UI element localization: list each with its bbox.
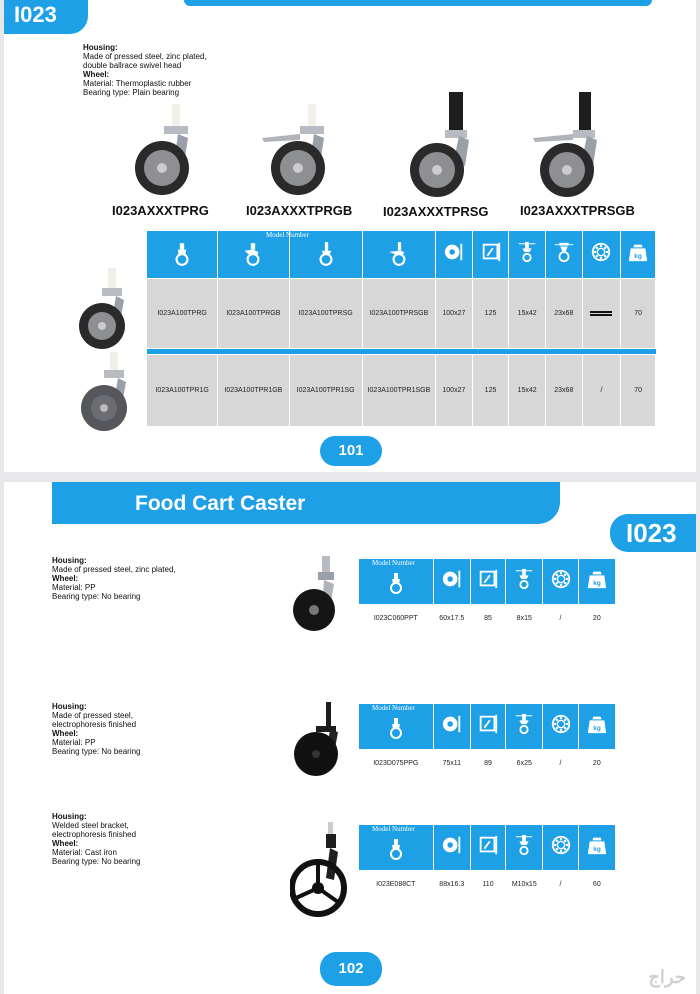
height-icon <box>480 250 502 267</box>
wheel-size-icon <box>441 577 463 594</box>
header-cell <box>506 825 543 871</box>
caster-photo <box>290 822 350 927</box>
swivel-caster-icon <box>384 727 408 744</box>
wheel-line: Bearing type: No bearing <box>52 857 141 866</box>
load-kg-icon <box>586 722 608 739</box>
table-cell: / <box>582 355 621 427</box>
caster-photo-tprgb <box>260 104 335 200</box>
bearing-symbol <box>582 279 621 349</box>
housing-line: double ballrace swivel head <box>83 61 182 70</box>
load-kg-icon <box>586 843 608 860</box>
height-icon <box>477 577 499 594</box>
wheel-line: Bearing type: No bearing <box>52 747 141 756</box>
stem-caster-icon <box>313 254 339 271</box>
table-cell: 110 <box>470 871 505 899</box>
header-band <box>184 0 652 6</box>
header-cell <box>578 559 615 605</box>
table-cell: M10x15 <box>506 871 543 899</box>
spec-block <box>52 702 232 756</box>
table-cell: 88x16.3 <box>433 871 470 899</box>
table-cell: I023A100TPR1SG <box>289 355 362 427</box>
table-cell: 23x68 <box>545 279 582 349</box>
table-row <box>359 605 616 633</box>
wheel-size-icon <box>443 250 465 267</box>
series-badge: I023 <box>610 514 696 552</box>
table-cell: / <box>543 605 578 633</box>
wheel-line: Material: Cast iron <box>52 848 117 857</box>
table-cell: 60 <box>578 871 615 899</box>
bearing-icon <box>590 250 612 267</box>
table-cell: 60x17.5 <box>433 605 470 633</box>
wheel-line: Material: Thermoplastic rubber <box>83 79 192 88</box>
header-cell <box>578 704 615 750</box>
table-cell: 85 <box>470 605 505 633</box>
table-cell: / <box>543 750 578 778</box>
header-caption: Model Number <box>372 704 415 712</box>
table-cell: I023A100TPRG <box>147 279 218 349</box>
header-caption: Model Number <box>372 559 415 567</box>
table-cell: 100x27 <box>436 355 473 427</box>
header-cell <box>433 825 470 871</box>
wheel-line: Material: PP <box>52 583 96 592</box>
svg-text:kg: kg <box>634 252 642 260</box>
table-cell: 15x42 <box>509 279 546 349</box>
table-cell: 20 <box>578 750 615 778</box>
wheel-size-icon <box>441 722 463 739</box>
header-cell <box>470 825 505 871</box>
watermark-logo: حراج <box>648 967 686 987</box>
table-cell: 100x27 <box>436 279 473 349</box>
load-kg-icon <box>627 250 649 267</box>
housing-label: Housing: <box>52 556 87 565</box>
spec-block <box>52 812 232 866</box>
catalog-page-102 <box>4 482 696 994</box>
header-cell <box>436 231 473 279</box>
header-cell <box>545 231 582 279</box>
title-band <box>52 482 560 524</box>
table-cell: 23x68 <box>545 355 582 427</box>
model-label: I023AXXXTPRSGB <box>520 203 635 218</box>
svg-text:kg: kg <box>593 724 601 732</box>
page-number: 101 <box>320 436 382 466</box>
wheel-label: Wheel: <box>52 729 79 738</box>
header-cell <box>433 704 470 750</box>
header-cell <box>509 231 546 279</box>
caster-photo-tprg <box>134 104 199 200</box>
header-cell <box>472 231 509 279</box>
table-cell: 8x15 <box>506 605 543 633</box>
model-label: I023AXXXTPRSG <box>383 204 489 219</box>
plate-icon <box>553 250 575 267</box>
page-title: Food Cart Caster <box>135 492 306 515</box>
series-badge: I023 <box>4 0 88 34</box>
catalog-page-101 <box>4 0 696 472</box>
table-cell: I023A100TPRSG <box>289 279 362 349</box>
table-cell: 125 <box>472 355 509 427</box>
height-icon <box>477 843 499 860</box>
thread-icon <box>513 577 535 594</box>
housing-line: electrophoresis finished <box>52 720 137 729</box>
table-cell: I023A100TPR1G <box>147 355 218 427</box>
housing-line: electrophoresis finished <box>52 830 137 839</box>
model-label: I023AXXXTPRGB <box>246 203 353 218</box>
table-row <box>147 279 656 349</box>
table-cell: 6x25 <box>506 750 543 778</box>
height-icon <box>477 722 499 739</box>
table-cell: I023A100TPR1SGB <box>362 355 435 427</box>
wheel-label: Wheel: <box>83 70 110 79</box>
caster-photo <box>292 556 352 639</box>
thread-icon <box>513 722 535 739</box>
table-cell: I023A100TPRGB <box>218 279 289 349</box>
header-cell <box>470 559 505 605</box>
table-cell: I023D075PPG <box>359 750 434 778</box>
caster-photo-tpr1 <box>80 352 132 434</box>
swivel-caster-icon <box>384 848 408 865</box>
bearing-icon <box>550 577 572 594</box>
table-row <box>359 750 616 778</box>
header-cell <box>543 704 578 750</box>
bearing-icon <box>550 722 572 739</box>
header-cell <box>433 559 470 605</box>
table-row <box>147 355 656 427</box>
swivel-brake-caster-icon <box>240 254 266 271</box>
table-cell: 70 <box>621 279 656 349</box>
table-header <box>147 231 656 279</box>
housing-line: Made of pressed steel, <box>52 711 133 720</box>
spec-block <box>83 43 283 97</box>
table-cell: / <box>543 871 578 899</box>
spec-table <box>358 558 616 633</box>
housing-line: Welded steel bracket, <box>52 821 129 830</box>
spec-table <box>358 824 616 899</box>
table-cell: I023A100TPRSGB <box>362 279 435 349</box>
housing-line: Made of pressed steel, zinc plated, <box>52 565 176 574</box>
table-cell: 20 <box>578 605 615 633</box>
header-caption: Model Number <box>372 825 415 833</box>
header-cell <box>582 231 621 279</box>
wheel-line: Material: PP <box>52 738 96 747</box>
header-cell <box>506 704 543 750</box>
svg-text:kg: kg <box>593 579 601 587</box>
header-cell <box>362 231 435 279</box>
header-cell <box>506 559 543 605</box>
table-row <box>359 871 616 899</box>
wheel-line: Bearing type: Plain bearing <box>83 88 180 97</box>
header-caption: Model Number <box>266 231 309 239</box>
header-cell <box>147 231 218 279</box>
caster-photo <box>292 702 352 785</box>
bearing-icon <box>550 843 572 860</box>
housing-label: Housing: <box>52 702 87 711</box>
wheel-label: Wheel: <box>52 839 79 848</box>
page-number: 102 <box>320 952 382 986</box>
svg-text:kg: kg <box>593 845 601 853</box>
thread-icon <box>513 843 535 860</box>
housing-label: Housing: <box>52 812 87 821</box>
table-cell: 125 <box>472 279 509 349</box>
spec-block <box>52 556 232 601</box>
spec-table <box>146 230 656 427</box>
header-cell <box>621 231 656 279</box>
housing-label: Housing: <box>83 43 118 52</box>
header-cell <box>543 825 578 871</box>
spec-table <box>358 703 616 778</box>
table-cell: I023C060PPT <box>359 605 434 633</box>
housing-line: Made of pressed steel, zinc plated, <box>83 52 207 61</box>
table-cell: I023A100TPR1GB <box>218 355 289 427</box>
caster-photo-tprsgb <box>529 92 607 200</box>
caster-photo-tprsg <box>407 92 477 200</box>
table-cell: 70 <box>621 355 656 427</box>
table-cell: I023E088CT <box>359 871 434 899</box>
thread-icon <box>516 250 538 267</box>
header-cell <box>543 559 578 605</box>
wheel-label: Wheel: <box>52 574 79 583</box>
wheel-line: Bearing type: No bearing <box>52 592 141 601</box>
swivel-caster-icon <box>169 254 195 271</box>
header-cell <box>470 704 505 750</box>
caster-photo-tpr <box>78 268 130 352</box>
load-kg-icon <box>586 577 608 594</box>
model-label: I023AXXXTPRG <box>112 203 209 218</box>
table-cell: 75x11 <box>433 750 470 778</box>
wheel-size-icon <box>441 843 463 860</box>
header-cell <box>578 825 615 871</box>
table-cell: 15x42 <box>509 355 546 427</box>
stem-brake-caster-icon <box>386 254 412 271</box>
table-cell: 89 <box>470 750 505 778</box>
swivel-caster-icon <box>384 582 408 599</box>
